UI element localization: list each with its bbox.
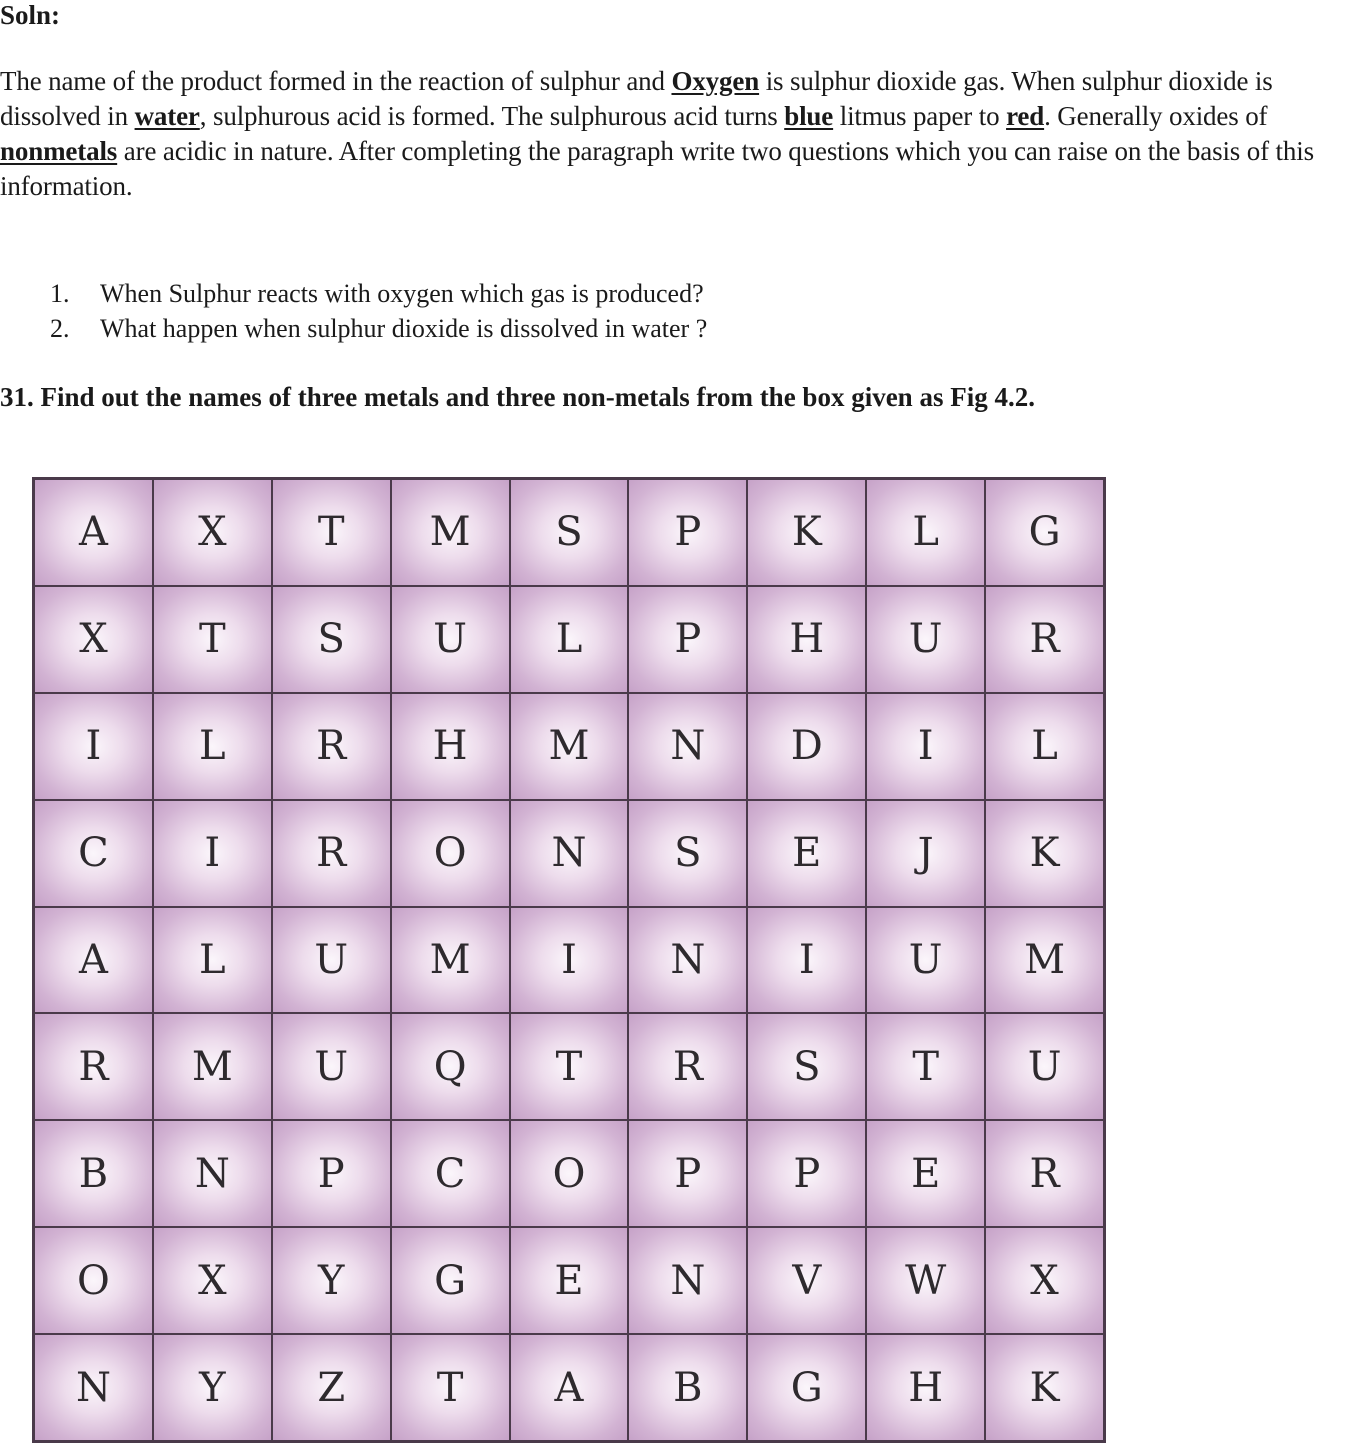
grid-cell: K <box>748 480 865 585</box>
grid-cell: R <box>35 1014 152 1119</box>
grid-cell: X <box>986 1228 1103 1333</box>
grid-cell: Z <box>273 1335 390 1440</box>
grid-cell: U <box>867 908 984 1013</box>
grid-cell: R <box>273 694 390 799</box>
grid-cell: E <box>748 801 865 906</box>
grid-cell: R <box>273 801 390 906</box>
grid-cell: I <box>154 801 271 906</box>
answer-water: water <box>134 101 200 131</box>
grid-cell: V <box>748 1228 865 1333</box>
grid-cell: T <box>273 480 390 585</box>
grid-cell: P <box>748 1121 865 1226</box>
letter-grid <box>32 477 1106 1443</box>
grid-cell: H <box>748 587 865 692</box>
grid-cell: T <box>511 1014 628 1119</box>
grid-cell: D <box>748 694 865 799</box>
paragraph-text: The name of the product formed in the reaction of sulphur and <box>0 66 672 96</box>
grid-cell: M <box>511 694 628 799</box>
solution-heading: Soln: <box>0 0 61 30</box>
grid-cell: M <box>154 1014 271 1119</box>
grid-cell: Q <box>392 1014 509 1119</box>
grid-cell: T <box>154 587 271 692</box>
answer-nonmetals: nonmetals <box>0 136 118 166</box>
grid-cell: M <box>986 908 1103 1013</box>
grid-cell: U <box>867 587 984 692</box>
grid-cell: X <box>154 480 271 585</box>
grid-cell: T <box>867 1014 984 1119</box>
grid-cell: L <box>986 694 1103 799</box>
question-number: 1. <box>50 279 70 308</box>
grid-cell: R <box>629 1014 746 1119</box>
grid-cell: K <box>986 801 1103 906</box>
answer-blue: blue <box>784 101 834 131</box>
grid-cell: I <box>511 908 628 1013</box>
grid-cell: G <box>986 480 1103 585</box>
answer-oxygen: Oxygen <box>671 66 760 96</box>
grid-cell: S <box>273 587 390 692</box>
grid-cell: L <box>511 587 628 692</box>
grid-cell: P <box>629 480 746 585</box>
grid-cell: A <box>35 480 152 585</box>
grid-cell: S <box>511 480 628 585</box>
grid-cell: I <box>748 908 865 1013</box>
grid-cell: H <box>392 694 509 799</box>
solution-paragraph <box>0 64 1351 204</box>
grid-cell: Y <box>273 1228 390 1333</box>
grid-cell: P <box>629 587 746 692</box>
paragraph-text: . Generally oxides of <box>1044 101 1268 131</box>
grid-cell: G <box>748 1335 865 1440</box>
paragraph-text: are acidic in nature. After completing the paragraph write two questions which you can raise on the basis of this information. <box>0 136 1314 201</box>
question-text: When Sulphur reacts with oxygen which gas is produced? <box>100 279 704 308</box>
grid-cell: N <box>511 801 628 906</box>
grid-cell: L <box>154 694 271 799</box>
grid-cell: O <box>392 801 509 906</box>
grid-cell: X <box>35 587 152 692</box>
grid-cell: C <box>392 1121 509 1226</box>
grid-cell: U <box>392 587 509 692</box>
grid-cell: P <box>629 1121 746 1226</box>
question-text: What happen when sulphur dioxide is dissolved in water ? <box>100 314 708 343</box>
paragraph-text: , sulphurous acid is formed. The sulphurous acid turns <box>199 101 785 131</box>
answer-red: red <box>1006 101 1045 131</box>
grid-cell: E <box>867 1121 984 1226</box>
grid-cell: G <box>392 1228 509 1333</box>
grid-cell: P <box>273 1121 390 1226</box>
grid-cell: N <box>154 1121 271 1226</box>
grid-cell: K <box>986 1335 1103 1440</box>
grid-cell: X <box>154 1228 271 1333</box>
grid-cell: A <box>35 908 152 1013</box>
grid-cell: B <box>35 1121 152 1226</box>
grid-cell: O <box>511 1121 628 1226</box>
grid-cell: T <box>392 1335 509 1440</box>
list-item <box>50 311 707 346</box>
grid-cell: J <box>867 801 984 906</box>
grid-cell: U <box>273 908 390 1013</box>
question-list <box>50 276 707 346</box>
grid-cell: Y <box>154 1335 271 1440</box>
grid-cell: S <box>748 1014 865 1119</box>
grid-cell: N <box>629 1228 746 1333</box>
grid-cell: L <box>867 480 984 585</box>
grid-cell: A <box>511 1335 628 1440</box>
grid-cell: I <box>35 694 152 799</box>
grid-cell: N <box>629 908 746 1013</box>
grid-cell: B <box>629 1335 746 1440</box>
question-31-title: 31. Find out the names of three metals and three non-metals from the box given as Fig 4.2. <box>0 382 1035 412</box>
grid-cell: O <box>35 1228 152 1333</box>
grid-cell: N <box>35 1335 152 1440</box>
grid-cell: S <box>629 801 746 906</box>
grid-cell: U <box>986 1014 1103 1119</box>
paragraph-text: litmus paper to <box>833 101 1007 131</box>
grid-cell: H <box>867 1335 984 1440</box>
paragraph-text: is sulphur dioxide gas. When sulphur dioxide is dissolved in <box>0 66 1273 131</box>
question-number: 2. <box>50 314 70 343</box>
grid-cell: M <box>392 908 509 1013</box>
grid-cell: C <box>35 801 152 906</box>
grid-cell: E <box>511 1228 628 1333</box>
grid-cell: L <box>154 908 271 1013</box>
grid-cell: W <box>867 1228 984 1333</box>
grid-cell: I <box>867 694 984 799</box>
list-item <box>50 276 707 311</box>
grid-cell: N <box>629 694 746 799</box>
grid-cell: U <box>273 1014 390 1119</box>
grid-cell: R <box>986 587 1103 692</box>
grid-cell: R <box>986 1121 1103 1226</box>
grid-cell: M <box>392 480 509 585</box>
